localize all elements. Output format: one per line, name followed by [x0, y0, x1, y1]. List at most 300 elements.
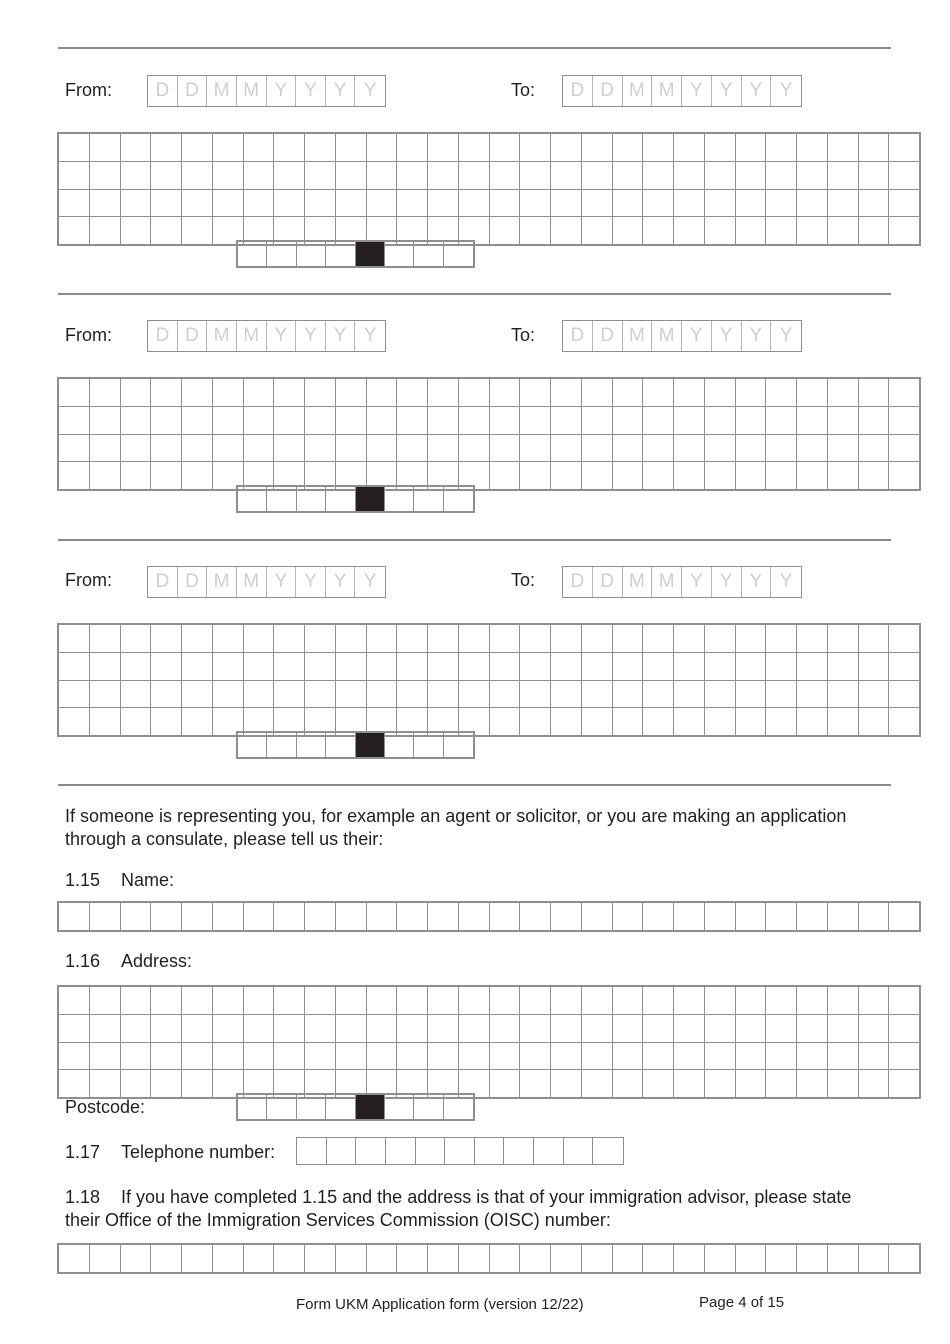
date-digit-box[interactable]: M [652, 76, 682, 106]
character-box[interactable] [643, 161, 674, 189]
character-box[interactable] [366, 189, 397, 217]
character-box[interactable] [735, 189, 766, 217]
character-box[interactable] [858, 462, 889, 490]
date-digit-box[interactable]: Y [682, 321, 712, 351]
character-box[interactable] [704, 217, 735, 245]
character-box[interactable] [889, 1245, 920, 1273]
character-box[interactable] [458, 652, 489, 680]
character-box[interactable] [520, 434, 551, 462]
character-box[interactable] [704, 189, 735, 217]
character-box[interactable] [889, 1014, 920, 1042]
date-digit-box[interactable]: M [207, 567, 237, 597]
character-box[interactable] [766, 903, 797, 931]
character-box[interactable] [797, 217, 828, 245]
character-box[interactable] [735, 134, 766, 162]
date-digit-box[interactable]: Y [712, 567, 742, 597]
character-box[interactable] [674, 1042, 705, 1070]
character-box[interactable] [858, 1070, 889, 1098]
character-box[interactable] [581, 189, 612, 217]
character-box[interactable] [581, 462, 612, 490]
postcode-char-box[interactable] [444, 242, 473, 266]
character-box[interactable] [489, 680, 520, 708]
character-box[interactable] [182, 903, 213, 931]
character-box[interactable] [89, 987, 120, 1015]
character-box[interactable] [182, 652, 213, 680]
character-box[interactable] [489, 161, 520, 189]
character-box[interactable] [827, 708, 858, 736]
character-box[interactable] [797, 379, 828, 407]
character-box[interactable] [520, 161, 551, 189]
postcode-char-box[interactable] [444, 1095, 473, 1119]
character-box[interactable] [458, 1042, 489, 1070]
character-box[interactable] [827, 1245, 858, 1273]
character-box[interactable] [89, 1070, 120, 1098]
character-box[interactable] [889, 652, 920, 680]
character-box[interactable] [858, 625, 889, 653]
character-box[interactable] [520, 1042, 551, 1070]
postcode-char-box[interactable] [385, 733, 414, 757]
character-box[interactable] [735, 1042, 766, 1070]
character-box[interactable] [120, 434, 151, 462]
character-box[interactable] [120, 1245, 151, 1273]
character-box[interactable] [305, 903, 336, 931]
character-box[interactable] [889, 406, 920, 434]
character-box[interactable] [797, 161, 828, 189]
character-box[interactable] [643, 462, 674, 490]
telephone-digit-box[interactable] [297, 1138, 327, 1164]
character-box[interactable] [520, 680, 551, 708]
character-box[interactable] [182, 406, 213, 434]
character-box[interactable] [858, 1245, 889, 1273]
character-box[interactable] [89, 1014, 120, 1042]
character-box[interactable] [766, 1070, 797, 1098]
character-box[interactable] [243, 379, 274, 407]
date-digit-box[interactable]: Y [363, 571, 377, 592]
character-box[interactable] [335, 680, 366, 708]
character-box[interactable] [551, 462, 582, 490]
character-box[interactable] [366, 987, 397, 1015]
date-digit-box[interactable]: Y [326, 76, 356, 106]
postcode-char-box[interactable] [238, 242, 267, 266]
character-box[interactable] [674, 1070, 705, 1098]
character-box[interactable] [59, 903, 90, 931]
date-digit-box[interactable]: D [148, 567, 178, 597]
character-box[interactable] [59, 434, 90, 462]
telephone-digit-box[interactable] [416, 1138, 446, 1164]
character-box[interactable] [243, 189, 274, 217]
character-box[interactable] [182, 1014, 213, 1042]
character-box[interactable] [366, 1042, 397, 1070]
telephone-digit-box[interactable] [445, 1138, 475, 1164]
character-box[interactable] [151, 161, 182, 189]
telephone-digit-box[interactable] [475, 1138, 505, 1164]
from-date-input[interactable] [147, 320, 386, 352]
postcode-char-box[interactable] [267, 1095, 296, 1119]
character-box[interactable] [827, 625, 858, 653]
character-box[interactable] [397, 625, 428, 653]
character-box[interactable] [797, 434, 828, 462]
character-box[interactable] [797, 189, 828, 217]
character-box[interactable] [797, 708, 828, 736]
postcode-char-box[interactable] [297, 487, 326, 511]
character-box[interactable] [858, 217, 889, 245]
character-box[interactable] [520, 903, 551, 931]
character-box[interactable] [489, 987, 520, 1015]
character-box[interactable] [243, 625, 274, 653]
character-box[interactable] [182, 134, 213, 162]
character-box[interactable] [827, 462, 858, 490]
character-box[interactable] [335, 189, 366, 217]
character-box[interactable] [551, 680, 582, 708]
character-box[interactable] [704, 652, 735, 680]
character-box[interactable] [858, 1042, 889, 1070]
date-digit-box[interactable]: Y [712, 321, 742, 351]
character-box[interactable] [120, 1070, 151, 1098]
character-box[interactable] [120, 217, 151, 245]
character-box[interactable] [428, 379, 459, 407]
postcode-char-box[interactable] [414, 242, 443, 266]
character-box[interactable] [428, 161, 459, 189]
character-box[interactable] [458, 189, 489, 217]
character-box[interactable] [397, 987, 428, 1015]
character-box[interactable] [735, 987, 766, 1015]
character-box[interactable] [674, 708, 705, 736]
character-box[interactable] [489, 1014, 520, 1042]
date-digit-box[interactable]: M [207, 321, 237, 351]
character-box[interactable] [766, 406, 797, 434]
character-box[interactable] [458, 987, 489, 1015]
character-box[interactable] [335, 406, 366, 434]
character-box[interactable] [858, 652, 889, 680]
character-box[interactable] [120, 625, 151, 653]
character-box[interactable] [182, 1070, 213, 1098]
character-box[interactable] [397, 1014, 428, 1042]
character-box[interactable] [612, 379, 643, 407]
character-box[interactable] [335, 625, 366, 653]
character-box[interactable] [581, 406, 612, 434]
character-box[interactable] [428, 434, 459, 462]
character-box[interactable] [674, 1014, 705, 1042]
character-box[interactable] [59, 189, 90, 217]
character-box[interactable] [428, 1042, 459, 1070]
character-box[interactable] [89, 134, 120, 162]
telephone-digit-box[interactable] [534, 1138, 564, 1164]
character-box[interactable] [612, 708, 643, 736]
character-box[interactable] [581, 625, 612, 653]
character-box[interactable] [520, 406, 551, 434]
character-box[interactable] [335, 1014, 366, 1042]
character-box[interactable] [151, 1245, 182, 1273]
character-box[interactable] [643, 134, 674, 162]
date-digit-box[interactable]: D [563, 76, 593, 106]
character-box[interactable] [766, 1245, 797, 1273]
character-box[interactable] [120, 903, 151, 931]
character-box[interactable] [858, 189, 889, 217]
postcode-char-box[interactable] [326, 733, 355, 757]
character-box[interactable] [59, 379, 90, 407]
character-box[interactable] [151, 189, 182, 217]
character-box[interactable] [581, 1042, 612, 1070]
character-box[interactable] [704, 625, 735, 653]
character-box[interactable] [612, 189, 643, 217]
character-box[interactable] [366, 652, 397, 680]
date-digit-box[interactable]: Y [742, 321, 772, 351]
postcode-char-box[interactable] [267, 733, 296, 757]
character-box[interactable] [89, 379, 120, 407]
character-box[interactable] [612, 134, 643, 162]
character-box[interactable] [520, 625, 551, 653]
character-box[interactable] [581, 217, 612, 245]
character-box[interactable] [274, 134, 305, 162]
character-box[interactable] [212, 161, 243, 189]
character-box[interactable] [797, 987, 828, 1015]
character-box[interactable] [735, 379, 766, 407]
character-box[interactable] [274, 625, 305, 653]
character-box[interactable] [489, 434, 520, 462]
character-box[interactable] [305, 625, 336, 653]
character-box[interactable] [674, 434, 705, 462]
character-box[interactable] [889, 708, 920, 736]
character-box[interactable] [551, 625, 582, 653]
character-box[interactable] [458, 1014, 489, 1042]
character-box[interactable] [335, 903, 366, 931]
character-box[interactable] [827, 434, 858, 462]
date-digit-box[interactable]: Y [326, 567, 356, 597]
character-box[interactable] [182, 987, 213, 1015]
postcode-char-box[interactable] [297, 733, 326, 757]
character-box[interactable] [305, 1014, 336, 1042]
character-box[interactable] [643, 217, 674, 245]
character-box[interactable] [797, 134, 828, 162]
character-box[interactable] [520, 708, 551, 736]
character-box[interactable] [520, 1014, 551, 1042]
character-box[interactable] [858, 406, 889, 434]
date-digit-box[interactable]: Y [742, 567, 772, 597]
character-box[interactable] [551, 1014, 582, 1042]
date-digit-box[interactable]: Y [682, 567, 712, 597]
address-grid[interactable] [58, 986, 920, 1098]
character-box[interactable] [581, 434, 612, 462]
character-box[interactable] [243, 134, 274, 162]
character-box[interactable] [243, 434, 274, 462]
date-digit-box[interactable]: D [593, 567, 623, 597]
character-box[interactable] [889, 134, 920, 162]
character-box[interactable] [520, 462, 551, 490]
character-box[interactable] [458, 406, 489, 434]
date-digit-box[interactable]: Y [267, 321, 297, 351]
character-box[interactable] [827, 652, 858, 680]
date-digit-box[interactable]: Y [296, 321, 326, 351]
character-box[interactable] [827, 680, 858, 708]
character-box[interactable] [151, 652, 182, 680]
character-box[interactable] [89, 217, 120, 245]
character-box[interactable] [520, 379, 551, 407]
character-box[interactable] [643, 1014, 674, 1042]
character-box[interactable] [489, 189, 520, 217]
postcode-input[interactable] [236, 240, 475, 268]
character-box[interactable] [335, 134, 366, 162]
character-box[interactable] [335, 1042, 366, 1070]
character-box[interactable] [797, 1245, 828, 1273]
character-box[interactable] [858, 161, 889, 189]
character-box[interactable] [827, 134, 858, 162]
character-box[interactable] [827, 379, 858, 407]
date-digit-box[interactable]: Y [296, 76, 326, 106]
character-box[interactable] [643, 189, 674, 217]
telephone-digit-box[interactable] [504, 1138, 534, 1164]
character-box[interactable] [120, 708, 151, 736]
date-digit-box[interactable]: D [563, 567, 593, 597]
character-box[interactable] [212, 1014, 243, 1042]
date-digit-box[interactable]: M [237, 76, 267, 106]
postcode-char-box[interactable] [385, 1095, 414, 1119]
character-box[interactable] [643, 434, 674, 462]
date-digit-box[interactable]: M [623, 321, 653, 351]
character-box[interactable] [120, 161, 151, 189]
character-box[interactable] [581, 161, 612, 189]
character-box[interactable] [520, 987, 551, 1015]
character-box[interactable] [766, 379, 797, 407]
character-box[interactable] [643, 406, 674, 434]
character-box[interactable] [151, 903, 182, 931]
character-box[interactable] [551, 434, 582, 462]
character-box[interactable] [551, 379, 582, 407]
character-box[interactable] [428, 652, 459, 680]
character-box[interactable] [612, 1042, 643, 1070]
character-box[interactable] [243, 987, 274, 1015]
character-box[interactable] [151, 1070, 182, 1098]
character-box[interactable] [428, 406, 459, 434]
postcode-char-box[interactable] [267, 242, 296, 266]
character-box[interactable] [182, 708, 213, 736]
character-box[interactable] [520, 217, 551, 245]
character-box[interactable] [520, 134, 551, 162]
character-box[interactable] [59, 680, 90, 708]
character-box[interactable] [366, 406, 397, 434]
date-digit-box[interactable]: Y [326, 321, 356, 351]
character-box[interactable] [182, 462, 213, 490]
character-box[interactable] [612, 462, 643, 490]
character-box[interactable] [305, 379, 336, 407]
character-box[interactable] [212, 1245, 243, 1273]
character-box[interactable] [520, 189, 551, 217]
character-box[interactable] [674, 379, 705, 407]
character-box[interactable] [182, 625, 213, 653]
address-grid[interactable] [58, 378, 920, 490]
character-box[interactable] [766, 680, 797, 708]
character-box[interactable] [581, 680, 612, 708]
character-box[interactable] [428, 680, 459, 708]
character-box[interactable] [704, 434, 735, 462]
character-box[interactable] [243, 903, 274, 931]
character-box[interactable] [889, 625, 920, 653]
character-box[interactable] [581, 708, 612, 736]
character-box[interactable] [305, 1245, 336, 1273]
character-box[interactable] [889, 680, 920, 708]
telephone-digit-box[interactable] [593, 1138, 623, 1164]
character-box[interactable] [766, 625, 797, 653]
date-digit-box[interactable]: Y [363, 80, 377, 101]
date-digit-box[interactable]: D [148, 76, 178, 106]
character-box[interactable] [274, 652, 305, 680]
character-box[interactable] [151, 379, 182, 407]
character-box[interactable] [59, 1042, 90, 1070]
character-box[interactable] [766, 708, 797, 736]
postcode-char-box[interactable] [326, 487, 355, 511]
character-box[interactable] [59, 1014, 90, 1042]
character-box[interactable] [243, 406, 274, 434]
character-box[interactable] [797, 1042, 828, 1070]
character-box[interactable] [858, 987, 889, 1015]
character-box[interactable] [212, 625, 243, 653]
character-box[interactable] [182, 680, 213, 708]
character-box[interactable] [889, 217, 920, 245]
character-box[interactable] [59, 1070, 90, 1098]
character-box[interactable] [735, 903, 766, 931]
character-box[interactable] [89, 161, 120, 189]
character-box[interactable] [274, 1042, 305, 1070]
date-digit-box[interactable]: M [237, 321, 267, 351]
character-box[interactable] [674, 161, 705, 189]
character-box[interactable] [674, 680, 705, 708]
character-box[interactable] [120, 406, 151, 434]
character-box[interactable] [581, 1014, 612, 1042]
character-box[interactable] [889, 189, 920, 217]
character-box[interactable] [612, 434, 643, 462]
character-box[interactable] [612, 1014, 643, 1042]
character-box[interactable] [212, 134, 243, 162]
character-box[interactable] [489, 462, 520, 490]
character-box[interactable] [797, 406, 828, 434]
character-box[interactable] [305, 1042, 336, 1070]
character-box[interactable] [428, 987, 459, 1015]
character-box[interactable] [305, 161, 336, 189]
character-box[interactable] [458, 1245, 489, 1273]
character-box[interactable] [735, 406, 766, 434]
date-digit-box[interactable]: D [593, 321, 623, 351]
character-box[interactable] [735, 217, 766, 245]
date-digit-box[interactable]: Y [742, 76, 772, 106]
postcode-input[interactable] [236, 1093, 475, 1121]
character-box[interactable] [489, 406, 520, 434]
character-box[interactable] [674, 189, 705, 217]
character-box[interactable] [489, 903, 520, 931]
character-box[interactable] [458, 903, 489, 931]
character-box[interactable] [274, 680, 305, 708]
character-box[interactable] [243, 1042, 274, 1070]
postcode-char-box[interactable] [238, 1095, 267, 1119]
date-digit-box[interactable]: M [623, 76, 653, 106]
character-box[interactable] [335, 652, 366, 680]
character-box[interactable] [335, 434, 366, 462]
character-box[interactable] [428, 134, 459, 162]
date-digit-box[interactable]: D [593, 76, 623, 106]
date-digit-box[interactable]: Y [267, 76, 297, 106]
postcode-char-box[interactable] [267, 487, 296, 511]
character-box[interactable] [551, 134, 582, 162]
character-box[interactable] [704, 903, 735, 931]
character-box[interactable] [120, 652, 151, 680]
character-box[interactable] [59, 708, 90, 736]
character-box[interactable] [612, 903, 643, 931]
character-box[interactable] [643, 903, 674, 931]
character-box[interactable] [212, 903, 243, 931]
address-grid[interactable] [58, 624, 920, 736]
character-box[interactable] [243, 1245, 274, 1273]
character-box[interactable] [151, 434, 182, 462]
character-box[interactable] [581, 1070, 612, 1098]
character-box[interactable] [858, 134, 889, 162]
